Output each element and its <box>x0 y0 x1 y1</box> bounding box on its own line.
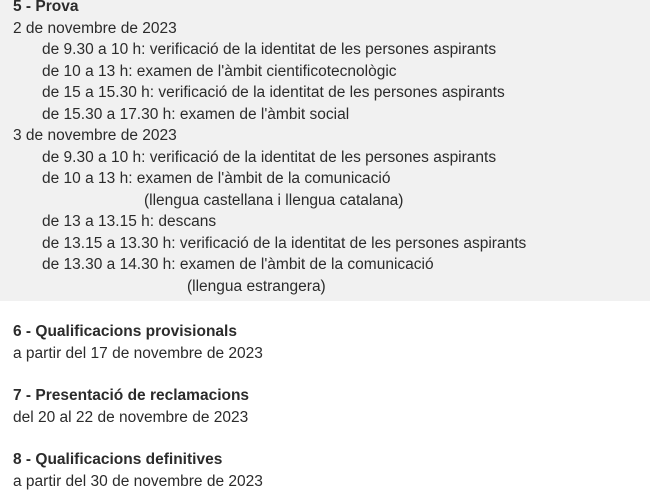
schedule-item-note: (llengua estrangera) <box>187 277 326 295</box>
schedule-item: de 15.30 a 17.30 h: examen de l'àmbit social <box>42 105 350 123</box>
section-date: a partir del 17 de novembre de 2023 <box>13 344 263 362</box>
section-title: 6 - Qualificacions provisionals <box>13 323 237 340</box>
day-date: 3 de novembre de 2023 <box>13 127 177 144</box>
sections-list <box>0 301 650 492</box>
schedule-item: de 10 a 13 h: examen de l'àmbit cientificotecnològic <box>42 62 397 80</box>
schedule-item: de 15 a 15.30 h: verificació de la identitat de les persones aspirants <box>42 84 505 101</box>
section-date: a partir del 30 de novembre de 2023 <box>13 472 263 490</box>
section-title: 7 - Presentació de reclamacions <box>13 387 250 404</box>
schedule-item: de 13.15 a 13.30 h: verificació de la identitat de les persones aspirants <box>42 234 527 252</box>
section-title-prova: 5 - Prova <box>13 0 79 15</box>
section-presentacio-reclamacions <box>0 364 650 428</box>
section-qualificacions-definitives <box>0 428 650 492</box>
schedule-item: de 9.30 a 10 h: verificació de la identitat de les persones aspirants <box>42 148 497 166</box>
schedule-item-note: (llengua castellana i llengua catalana) <box>144 191 404 209</box>
schedule-item: de 10 a 13 h: examen de l'àmbit de la comunicació <box>42 170 391 187</box>
day-date: 2 de novembre de 2023 <box>13 19 177 37</box>
section-qualificacions-provisionals <box>0 301 650 364</box>
schedule-item: de 9.30 a 10 h: verificació de la identitat de les persones aspirants <box>42 41 497 58</box>
section-date: del 20 al 22 de novembre de 2023 <box>13 408 249 426</box>
section-title: 8 - Qualificacions definitives <box>13 451 223 468</box>
schedule-item: de 13.30 a 14.30 h: examen de l'àmbit de la comunicació <box>42 256 434 273</box>
schedule-item: de 13 a 13.15 h: descans <box>42 213 217 230</box>
